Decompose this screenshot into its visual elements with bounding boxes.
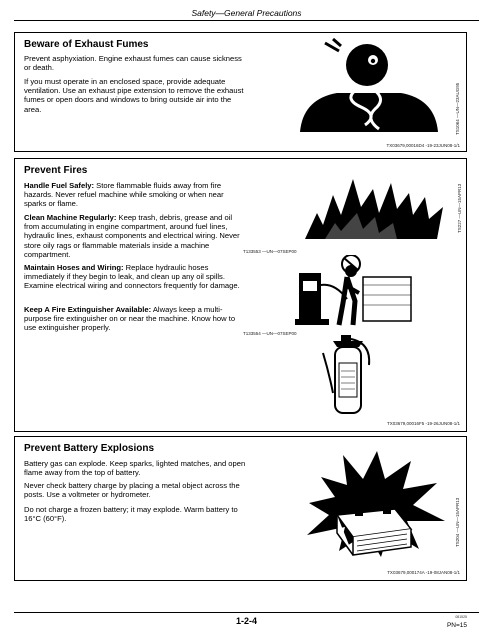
exhaust-fumes-illustration: [295, 37, 445, 137]
battery-title: Prevent Battery Explosions: [24, 443, 155, 454]
page-number: 1-2-4: [235, 616, 257, 626]
exhaust-image-tag: TS1064 —UN—23AUG95: [455, 82, 460, 135]
fires-section: [14, 158, 467, 432]
exhaust-section: [14, 32, 467, 152]
exhaust-title: Beware of Exhaust Fumes: [24, 39, 149, 50]
footer-small-code: 081525: [455, 615, 467, 619]
battery-image-tag: TS204 —UN—15APR13: [455, 497, 460, 547]
fires-item-extinguisher-heading: Keep A Fire Extinguisher Available:: [24, 305, 152, 314]
header-title: Safety—General Precautions: [191, 8, 302, 18]
fires-item-clean-heading: Clean Machine Regularly:: [24, 213, 117, 222]
fires-item-hoses-heading: Maintain Hoses and Wiring:: [24, 263, 124, 272]
footer-pn: PN=15: [446, 622, 467, 629]
fires-item-hoses: [24, 263, 242, 291]
header-rule: [14, 20, 479, 21]
fires-doc-ref: TX03679,00016F5 -19-26JUN08-1/1: [386, 421, 460, 426]
exhaust-paragraph-1: Prevent asphyxiation. Engine exhaust fumes can cause sickness or death.: [24, 54, 242, 73]
battery-explosion-illustration: [299, 449, 449, 561]
fires-item-fuel-text: Store flammable fluids away from fire hazards. Never refuel machine while smoking or when near sparks or flame.: [24, 181, 224, 209]
battery-paragraph-2: Never check battery charge by placing a metal object across the posts. Use a voltmeter or hydrometer.: [24, 481, 240, 500]
flames-illustration: [305, 173, 445, 239]
extinguisher-image-tag: T133554 —UN—07SEP00: [243, 331, 297, 336]
fires-item-clean: [24, 213, 242, 259]
fuel-image-tag: T133553 —UN—07SEP00: [243, 249, 297, 254]
flames-image-tag: TS227 —UN—15APR13: [457, 183, 462, 233]
fires-item-extinguisher-text: Always keep a multi-purpose fire extinguisher on or near the machine. Know how to use extinguisher properly.: [24, 305, 236, 333]
battery-doc-ref: TX03679,000174A -19-08JAN08-1/1: [387, 570, 460, 575]
battery-paragraph-3: Do not charge a frozen battery; it may explode. Warm battery to 16°C (60°F).: [24, 505, 238, 524]
battery-section: [14, 436, 467, 581]
exhaust-paragraph-2: If you must operate in an enclosed space, provide adequate ventilation. Use an exhaust pipe extension to remove the exhaust fumes or open doors and windows to bring outside air into the area.: [24, 77, 244, 114]
battery-paragraph-1: Battery gas can explode. Keep sparks, lighted matches, and open flame away from the top of battery.: [24, 459, 246, 478]
refueling-no-smoking-illustration: [295, 255, 415, 327]
fires-item-clean-text: Keep trash, debris, grease and oil from accumulating in engine compartment, around fuel lines, hydraulic lines, exhaust components and electrical wiring. Never store oily rags or flammable materials inside a machine compartment.: [24, 213, 240, 259]
fires-item-hoses-text: Replace hydraulic hoses immediately if they begin to leak, and clean up any oil spills. Examine electrical wiring and connectors frequently for damage.: [24, 263, 240, 291]
footer-rule: [14, 612, 479, 613]
fires-title: Prevent Fires: [24, 165, 88, 176]
exhaust-doc-ref: TX03679,00016D4 -19-23JUN08-1/1: [386, 143, 460, 148]
fires-item-extinguisher: [24, 305, 242, 333]
fires-item-fuel-heading: Handle Fuel Safely:: [24, 181, 95, 190]
fires-item-fuel: [24, 181, 242, 209]
fire-extinguisher-illustration: [319, 333, 379, 415]
